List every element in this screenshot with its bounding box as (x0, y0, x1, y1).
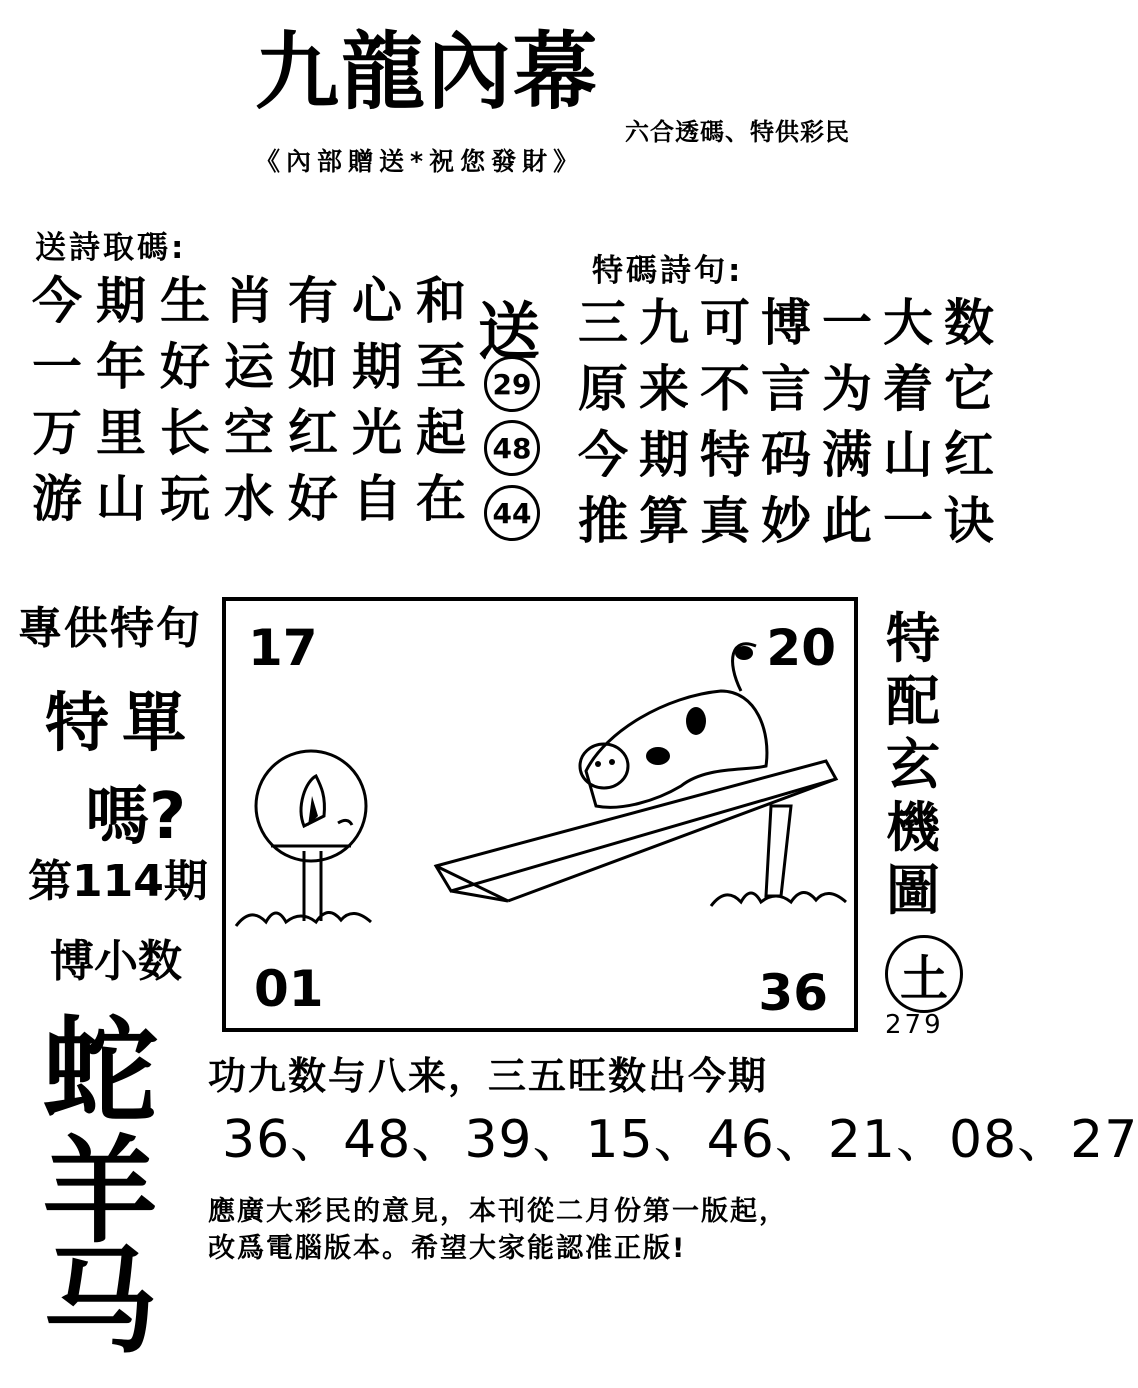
corner-number: 17 (248, 619, 318, 677)
right-poem-label: 特碼詩句: (592, 253, 744, 289)
corner-number: 20 (766, 619, 836, 677)
sidebar-char: 嗎? (85, 780, 187, 854)
seesaw-plank (436, 761, 836, 891)
earth-element-badge: 土 (885, 935, 963, 1013)
seesaw-post (766, 806, 791, 896)
circled-number: 29 (484, 356, 540, 412)
zodiac-char: 马 (42, 1235, 158, 1369)
right-poem-line: 原来不言为着它 (578, 360, 1005, 418)
zodiac-char: 羊 (42, 1125, 158, 1259)
page-title: 九龍內幕 (255, 23, 600, 121)
issue-number: 第114期 (28, 856, 208, 907)
hint-line: 功九数与八来，三五旺数出今期 (208, 1054, 769, 1098)
tagline: 六合透碼、特供彩民 (625, 118, 850, 146)
zodiac-char: 蛇 (42, 1005, 158, 1139)
vertical-char: 特 (886, 607, 940, 670)
corner-number: 01 (254, 960, 324, 1018)
left-poem-line: 今期生肖有心和 (32, 272, 480, 330)
cat-and-birdcage-illustration (226, 601, 854, 1028)
right-poem (578, 290, 1005, 554)
vertical-char: 玄 (886, 733, 940, 796)
left-poem-line: 游山玩水好自在 (32, 470, 480, 528)
left-poem-line: 万里长空红光起 (32, 404, 480, 462)
corner-number: 36 (758, 964, 828, 1022)
notice (208, 1193, 788, 1267)
special-phrase-heading: 專供特句 (18, 603, 202, 654)
mystery-picture-frame (222, 597, 858, 1032)
vertical-char: 機 (886, 796, 940, 859)
sidebar-char: 特 (45, 687, 109, 761)
notice-line: 改爲電腦版本。希望大家能認准正版! (208, 1233, 687, 1264)
circled-number: 44 (484, 485, 540, 541)
left-poem-label: 送詩取碼: (35, 230, 187, 266)
right-poem-line: 三九可博一大数 (578, 294, 1005, 352)
circled-number: 48 (484, 420, 540, 476)
left-poem-line: 一年好运如期至 (32, 338, 480, 396)
left-poem (32, 268, 480, 532)
vertical-char: 配 (886, 670, 940, 733)
small-number-hint: 博小数 (50, 936, 182, 987)
notice-line: 應廣大彩民的意見，本刊從二月份第一版起， (208, 1196, 788, 1227)
right-poem-line: 推算真妙此一诀 (578, 492, 1005, 550)
cat-body (586, 691, 767, 807)
right-poem-line: 今期特码满山红 (578, 426, 1005, 484)
subtitle: 《內部贈送*祝您發財》 (255, 147, 585, 176)
vertical-char: 圖 (886, 859, 940, 922)
numbers-line: 36、48、39、15、46、21、08、27 (222, 1110, 1138, 1170)
sidebar-char: 單 (122, 687, 186, 761)
issue-code: 279 (885, 1010, 944, 1040)
gift-char: 送 (478, 295, 541, 368)
